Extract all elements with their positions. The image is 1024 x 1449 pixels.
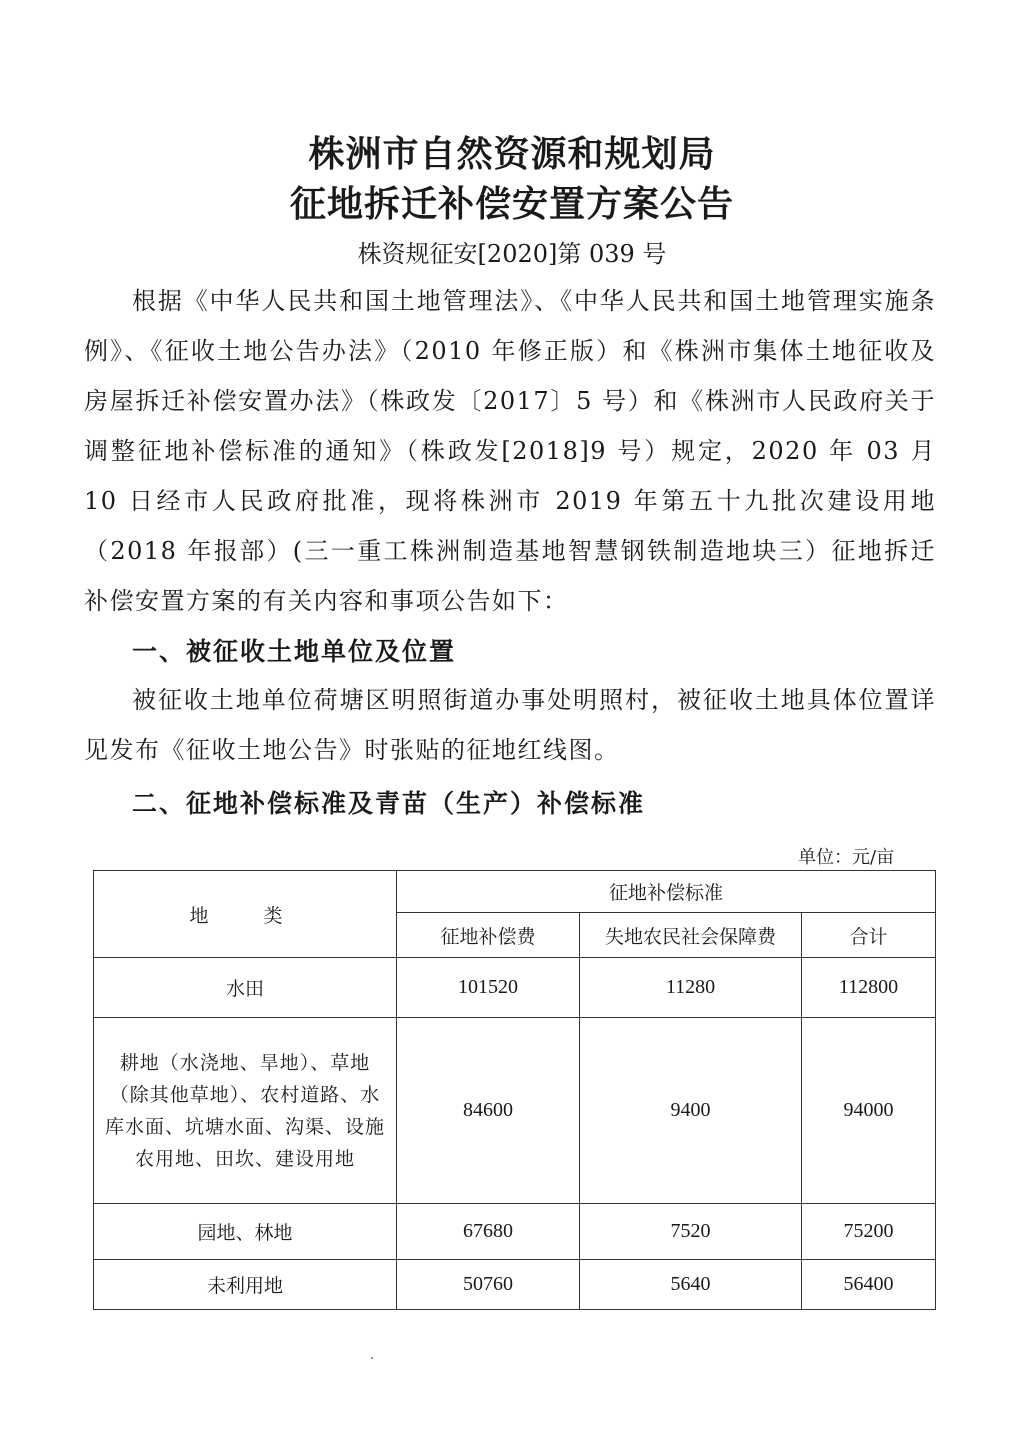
table-row (94, 1260, 936, 1310)
compensation-table (93, 870, 936, 1310)
social-security-cell: 7520 (580, 1204, 802, 1260)
table-row (94, 958, 936, 1018)
title-line-2: 征地拆迁补偿安置方案公告 (289, 184, 734, 225)
table-unit-label: 单位：元/亩 (798, 847, 895, 868)
social-security-cell: 11280 (580, 958, 802, 1018)
land-type-cell: 园地、林地 (94, 1204, 397, 1260)
section1-paragraph: 被征收土地单位荷塘区明照街道办事处明照村，被征收土地具体位置详见发布《征收土地公告》时张贴的征地红线图。 (84, 686, 936, 764)
compensation-cell: 67680 (397, 1204, 580, 1260)
total-cell: 112800 (802, 958, 936, 1018)
land-type-cell: 水田 (94, 958, 397, 1018)
total-cell: 94000 (802, 1018, 936, 1204)
land-type-cell: 耕地（水浇地、旱地）、草地（除其他草地）、农村道路、水库水面、坑塘水面、沟渠、设施农用地、田坎、建设用地 (94, 1018, 397, 1204)
header-land-type: 地 类 (94, 871, 397, 958)
section1-heading: 一、被征收土地单位及位置 (132, 637, 457, 666)
land-type-cell: 未利用地 (94, 1260, 397, 1310)
document-number: 株资规征安[2020]第 039 号 (357, 240, 667, 268)
compensation-cell: 101520 (397, 958, 580, 1018)
total-cell: 56400 (802, 1260, 936, 1310)
header-total: 合计 (802, 913, 936, 958)
intro-paragraph: 根据《中华人民共和国土地管理法》、《中华人民共和国土地管理实施条例》、《征收土地公告办法》（2010 年修正版）和《株洲市集体土地征收及房屋拆迁补偿安置办法》（株政发〔2017〕5 号）和《株洲市人民政府关于调整征地补偿标准的通知》（株政发[2018]9 号）规定，2020 年 03 月 10 日经市人民政府批准，现将株洲市 2019 年第五十九批次建设用地（2018 年报部）(三一重工株洲制造基地智慧钢铁制造地块三）征地拆迁补偿安置方案的有关内容和事项公告如下： (84, 287, 936, 615)
compensation-cell: 84600 (397, 1018, 580, 1204)
header-social-security-fee: 失地农民社会保障费 (580, 913, 802, 958)
table-row (94, 1204, 936, 1260)
social-security-cell: 9400 (580, 1018, 802, 1204)
header-compensation-fee: 征地补偿费 (397, 913, 580, 958)
title-line-1: 株洲市自然资源和规划局 (308, 134, 716, 175)
compensation-cell: 50760 (397, 1260, 580, 1310)
social-security-cell: 5640 (580, 1260, 802, 1310)
section2-heading: 二、征地补偿标准及青苗（生产）补偿标准 (132, 789, 646, 818)
total-cell: 75200 (802, 1204, 936, 1260)
header-compensation-standard: 征地补偿标准 (397, 871, 936, 913)
table-row (94, 1018, 936, 1204)
scan-speck (371, 1357, 373, 1359)
